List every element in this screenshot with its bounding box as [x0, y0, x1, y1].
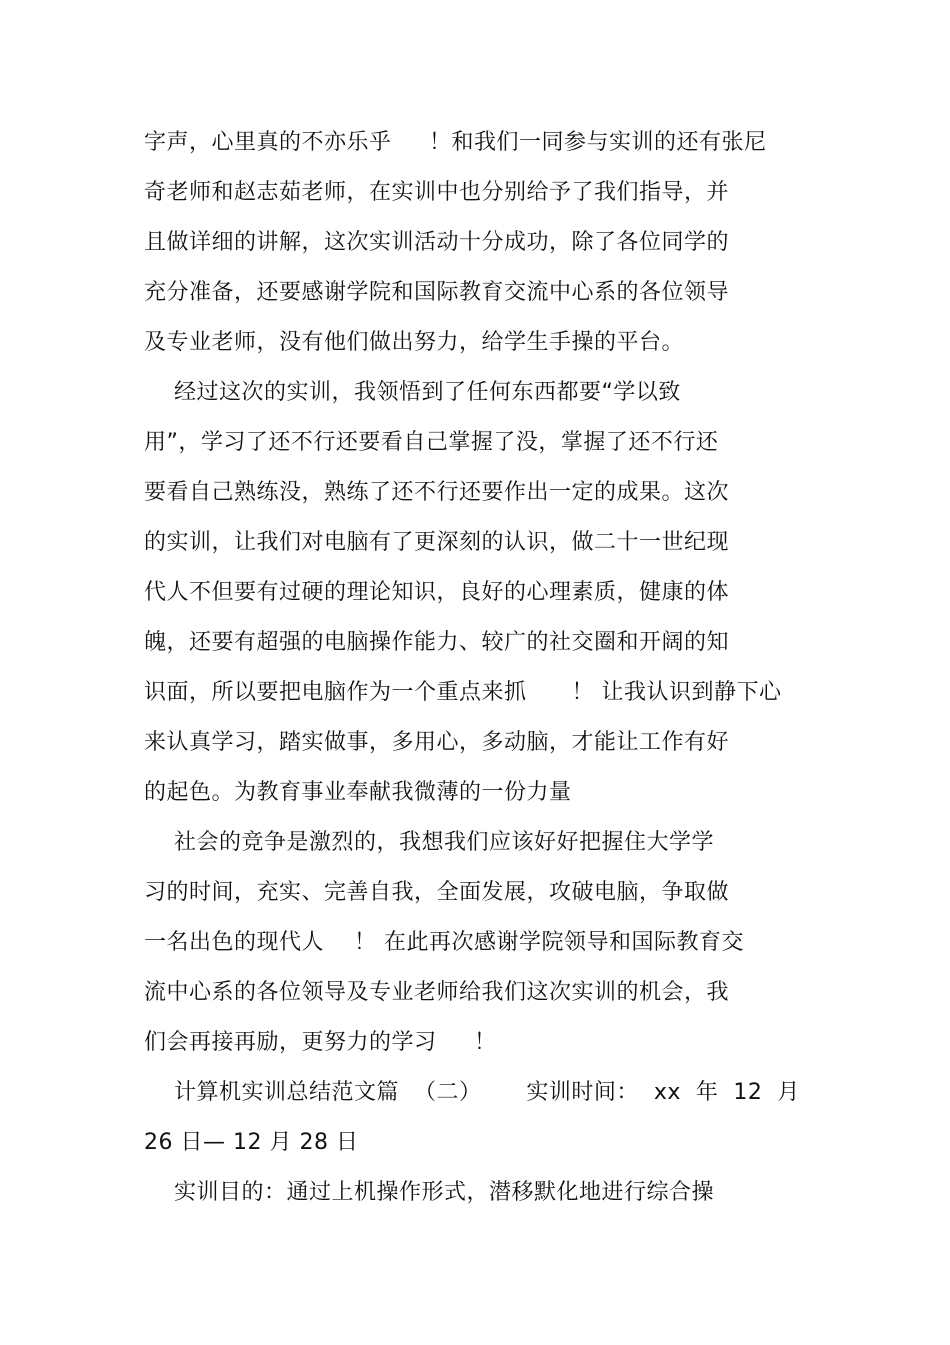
text-line-4: 充分准备，还要感谢学院和国际教育交流中心系的各位领导: [144, 280, 730, 305]
text-line-11: 魄，还要有超强的电脑操作能力、较广的社交圈和开阔的知: [144, 630, 730, 655]
text-line-18: 流中心系的各位领导及专业老师给我们这次实训的机会，我: [144, 980, 730, 1005]
text-line-19: 们会再接再励，更努力的学习 ！: [144, 1030, 497, 1055]
text-line-1: 字声，心里真的不亦乐乎 ！和我们一同参与实训的还有张尼: [144, 130, 767, 155]
text-line-13: 来认真学习，踏实做事，多用心，多动脑，才能让工作有好: [144, 730, 730, 755]
text-line-9: 的实训，让我们对电脑有了更深刻的认识，做二十一世纪现: [144, 530, 730, 555]
text-line-2: 奇老师和赵志茹老师，在实训中也分别给予了我们指导，并: [144, 180, 730, 205]
text-line-16: 习的时间，充实、完善自我，全面发展，攻破电脑，争取做: [144, 880, 730, 905]
text-line-22: 实训目的：通过上机操作形式，潜移默化地进行综合操: [144, 1180, 714, 1205]
text-line-5: 及专业老师，没有他们做出努力，给学生手操的平台。: [144, 330, 685, 355]
text-line-6: 经过这次的实训，我领悟到了任何东西都要“学以致: [144, 380, 681, 405]
text-line-17: 一名出色的现代人 ！ 在此再次感谢学院领导和国际教育交: [144, 930, 744, 955]
text-line-14: 的起色。为教育事业奉献我微薄的一份力量: [144, 780, 572, 805]
text-line-8: 要看自己熟练没，熟练了还不行还要作出一定的成果。这次: [144, 480, 730, 505]
text-line-15: 社会的竞争是激烈的，我想我们应该好好把握住大学学: [144, 830, 714, 855]
text-line-3: 且做详细的讲解，这次实训活动十分成功，除了各位同学的: [144, 230, 730, 255]
text-line-10: 代人不但要有过硬的理论知识，良好的心理素质，健康的体: [144, 580, 730, 605]
text-line-12: 识面，所以要把电脑作为一个重点来抓 ！ 让我认识到静下心: [144, 680, 782, 705]
text-line-20: 计算机实训总结范文篇 （二） 实训时间： xx 年 12 月: [144, 1080, 800, 1105]
text-line-7: 用”，学习了还不行还要看自己掌握了没，掌握了还不行还: [144, 430, 719, 455]
text-line-21: 26 日— 12 月 28 日: [144, 1130, 359, 1155]
